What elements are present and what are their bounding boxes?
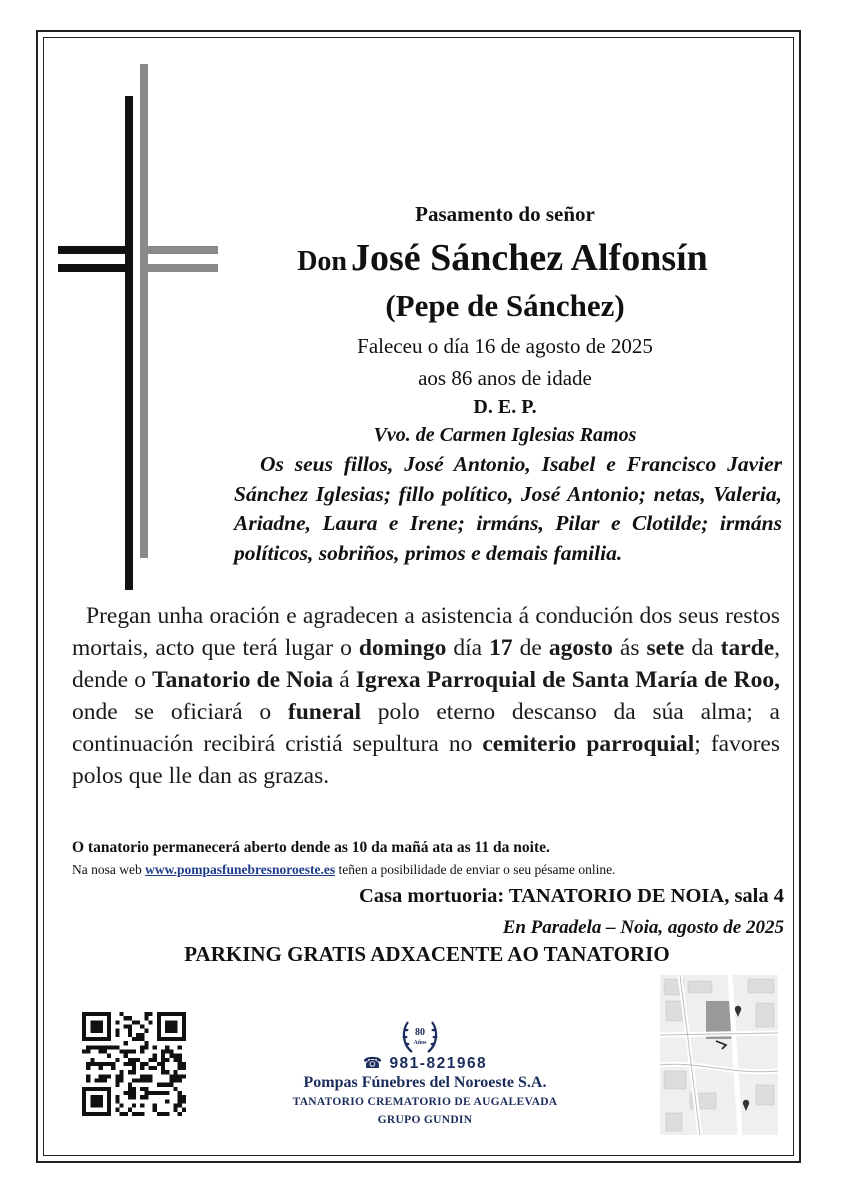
rip-text: D. E. P. — [473, 396, 537, 418]
web-note — [72, 862, 780, 878]
open-hours-note: O tanatorio permanecerá aberto dende as 10 da mañá ata as 11 da noite. — [72, 839, 550, 856]
body-bold: sete — [646, 635, 685, 661]
death-date: Faleceu o día 16 de agosto de 2025 — [357, 334, 653, 358]
body-bold: funeral — [287, 699, 362, 725]
body-text: de — [512, 635, 549, 661]
body-text: polo eterno descanso da súa alma; a continuación recibirá cristiá sepultura no — [72, 699, 780, 757]
body-bold: Igrexa Parroquial de Santa María de Roo, — [355, 667, 780, 693]
name-prefix: Don — [297, 246, 347, 277]
body-bold: domingo — [358, 635, 447, 661]
body-text: día — [446, 635, 490, 661]
location-map[interactable] — [660, 975, 778, 1135]
company-name: Pompas Fúnebres del Noroeste S.A. — [303, 1074, 547, 1091]
body-text: ás — [612, 635, 647, 661]
body-text: ; favores polos que lle dan as grazas. — [72, 731, 780, 789]
deceased-name — [230, 236, 775, 280]
qr-code[interactable] — [82, 1012, 186, 1116]
group-name: GRUPO GUNDIN — [377, 1114, 473, 1126]
place-date: En Paradela – Noia, agosto de 2025 — [502, 917, 784, 938]
name-main: José Sánchez Alfonsín — [350, 237, 708, 279]
family-list: Os seus fillos, José Antonio, Isabel e Francisco Javier Sánchez Iglesias; fillo político, José Antonio; netas, Valeria, Ariadne, Laura e Irene; irmáns, Pilar e Clotilde; irmáns políticos, sobriños, primos e demais familia. — [234, 452, 782, 565]
cross-icon — [58, 64, 218, 590]
phone-number — [310, 1054, 540, 1073]
crematorio-name: TANATORIO CREMATORIO DE AUGALEVADA — [292, 1096, 558, 1108]
website-link[interactable]: www.pompasfunebresnoroeste.es — [145, 862, 336, 877]
funeral-home-location: Casa mortuoria: TANATORIO DE NOIA, sala 4 — [358, 885, 784, 907]
web-suffix: teñen a posibilidade de enviar o seu pésame online. — [335, 862, 616, 877]
phone-icon: ☎ — [362, 1055, 384, 1072]
body-bold: Tanatorio de Noia — [152, 667, 334, 693]
body-text: onde se oficiará o — [72, 699, 288, 725]
nickname: (Pepe de Sánchez) — [385, 288, 625, 323]
age-text: aos 86 anos de idade — [418, 366, 592, 390]
parking-note: PARKING GRATIS ADXACENTE AO TANATORIO — [184, 942, 670, 966]
body-text: , dende o — [72, 635, 781, 693]
emblem-number: 80 — [415, 1027, 425, 1038]
intro-text: Pasamento do señor — [415, 202, 595, 226]
phone-text: 981-821968 — [389, 1055, 488, 1072]
body-bold: tarde — [720, 635, 775, 661]
emblem-word: Años — [413, 1040, 427, 1046]
body-bold: agosto — [548, 635, 613, 661]
ceremony-paragraph — [72, 600, 780, 792]
widow-text: Vvo. de Carmen Iglesias Ramos — [373, 424, 637, 446]
body-bold: cemiterio parroquial — [482, 731, 695, 757]
web-prefix: Na nosa web — [72, 862, 146, 877]
body-text: á — [333, 667, 356, 693]
body-text: da — [684, 635, 721, 661]
body-text: Pregan unha oración e agradecen a asistencia á condución dos seus restos mortais, acto que terá lugar o — [72, 603, 780, 661]
body-bold: 17 — [489, 635, 513, 661]
